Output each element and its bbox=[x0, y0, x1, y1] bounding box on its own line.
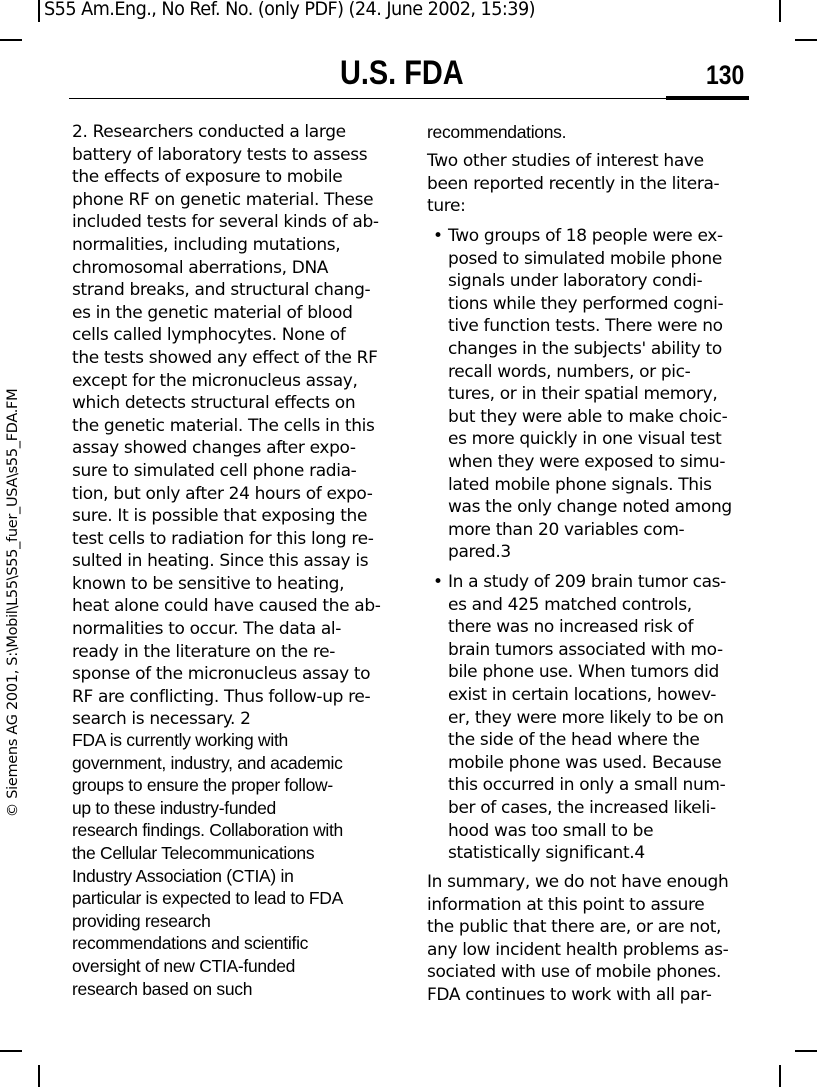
left-paragraph-1 bbox=[72, 121, 381, 731]
text-line: sociated with use of mobile phones. bbox=[427, 962, 722, 983]
text-line: recommendations and scientific bbox=[72, 933, 309, 954]
text-line: pared.3 bbox=[448, 542, 511, 563]
crop-mark bbox=[38, 0, 40, 22]
text-line: hood was too small to be bbox=[448, 820, 654, 841]
text-line: research findings. Collaboration with bbox=[72, 820, 343, 841]
text-line: tures, or in their spatial memory, bbox=[448, 384, 718, 405]
text-line: ready in the literature on the re- bbox=[72, 641, 336, 662]
text-line: test cells to radiation for this long re- bbox=[72, 528, 374, 549]
text-line: es more quickly in one visual test bbox=[448, 429, 722, 450]
text-line: the Cellular Telecommunications bbox=[72, 842, 315, 863]
text-line: tion, but only after 24 hours of expo- bbox=[72, 483, 373, 504]
text-line: statistically significant.4 bbox=[448, 843, 645, 864]
text-line: was the only change noted among bbox=[448, 497, 732, 518]
text-line: In a study of 209 brain tumor cas- bbox=[448, 572, 726, 592]
text-line: government, industry, and academic bbox=[72, 752, 343, 773]
crop-mark bbox=[779, 1065, 781, 1087]
text-line: strand breaks, and structural chang- bbox=[72, 280, 371, 301]
text-line: particular is expected to lead to FDA bbox=[72, 888, 343, 909]
text-line: cells called lymphocytes. None of bbox=[72, 325, 346, 346]
text-line: oversight of new CTIA-funded bbox=[72, 955, 296, 976]
text-line: assay showed changes after expo- bbox=[72, 438, 356, 459]
text-line: 2. Researchers conducted a large bbox=[72, 122, 346, 142]
text-line: phone RF on genetic material. These bbox=[72, 189, 374, 210]
text-line: sure to simulated cell phone radia- bbox=[72, 460, 357, 481]
right-paragraph-summary bbox=[427, 871, 728, 1007]
text-line: FDA continues to work with all par- bbox=[427, 984, 712, 1005]
text-line: any low incident health problems as- bbox=[427, 939, 729, 960]
text-line: lated mobile phone signals. This bbox=[448, 474, 712, 495]
text-line: changes in the subjects' ability to bbox=[448, 338, 722, 359]
bullet-icon: • bbox=[433, 226, 443, 246]
page-number-rule bbox=[666, 96, 749, 100]
right-paragraph-intro bbox=[427, 150, 719, 218]
bullet-item-2 bbox=[433, 571, 726, 865]
text-line: the effects of exposure to mobile bbox=[72, 167, 343, 188]
text-line: sure. It is possible that exposing the bbox=[72, 506, 368, 527]
text-line: Two other studies of interest have bbox=[427, 151, 704, 171]
text-line: tions while they performed cogni- bbox=[448, 293, 724, 314]
right-paragraph-continuation bbox=[427, 121, 566, 144]
text-line: the public that there are, or are not, bbox=[427, 917, 722, 938]
text-line: tive function tests. There were no bbox=[448, 316, 723, 337]
text-line: In summary, we do not have enough bbox=[427, 872, 729, 892]
text-line: RF are conflicting. Thus follow-up re- bbox=[72, 686, 371, 707]
crop-mark bbox=[0, 1050, 22, 1052]
crop-mark bbox=[0, 39, 22, 41]
text-line: research based on such bbox=[72, 978, 253, 999]
text-line: battery of laboratory tests to assess bbox=[72, 144, 368, 165]
text-line: posed to simulated mobile phone bbox=[448, 248, 722, 269]
text-line: ture: bbox=[427, 196, 466, 217]
text-line: groups to ensure the proper follow- bbox=[72, 775, 333, 796]
text-line: exist in certain locations, howev- bbox=[448, 684, 717, 705]
text-line: sponse of the micronucleus assay to bbox=[72, 664, 371, 685]
crop-mark bbox=[779, 0, 781, 22]
text-line: when they were exposed to simu- bbox=[448, 451, 726, 472]
side-copyright-note: © Siemens AG 2001, S:\Mobil\L55\S55_fuer_USA\s55_FDA.FM bbox=[5, 388, 21, 818]
text-line: mobile phone was used. Because bbox=[448, 752, 722, 773]
text-line: normalities, including mutations, bbox=[72, 234, 341, 255]
text-line: the side of the head where the bbox=[448, 730, 700, 751]
text-line: ber of cases, the increased likeli- bbox=[448, 797, 716, 818]
text-line: included tests for several kinds of ab- bbox=[72, 212, 379, 233]
bullet-icon: • bbox=[433, 572, 443, 592]
text-line: es in the genetic material of blood bbox=[72, 302, 353, 323]
text-line: which detects structural effects on bbox=[72, 393, 356, 414]
crop-mark bbox=[38, 1065, 40, 1087]
text-line: brain tumors associated with mo- bbox=[448, 639, 723, 660]
text-line: recommendations. bbox=[427, 122, 567, 142]
text-line: chromosomal aberrations, DNA bbox=[72, 257, 329, 278]
text-line: information at this point to assure bbox=[427, 894, 705, 915]
text-line: sulted in heating. Since this assay is bbox=[72, 551, 369, 572]
crop-mark bbox=[795, 1050, 817, 1052]
text-line: Industry Association (CTIA) in bbox=[72, 865, 294, 886]
text-line: signals under laboratory condi- bbox=[448, 271, 703, 292]
text-line: FDA is currently working with bbox=[72, 730, 288, 750]
text-line: es and 425 matched controls, bbox=[448, 594, 692, 615]
text-line: the genetic material. The cells in this bbox=[72, 415, 375, 436]
text-line: known to be sensitive to heating, bbox=[72, 573, 345, 594]
text-line: there was no increased risk of bbox=[448, 617, 694, 638]
text-line: er, they were more likely to be on bbox=[448, 707, 724, 728]
text-line: but they were able to make choic- bbox=[448, 406, 728, 427]
text-line: normalities to occur. The data al- bbox=[72, 619, 342, 640]
page-title: U.S. FDA bbox=[340, 54, 464, 92]
text-line: providing research bbox=[72, 910, 211, 931]
page-number: 130 bbox=[706, 60, 745, 90]
run-info-header: S55 Am.Eng., No Ref. No. (only PDF) (24. June 2002, 15:39) bbox=[44, 0, 535, 20]
bullet-item-1 bbox=[433, 225, 732, 564]
text-line: more than 20 variables com- bbox=[448, 519, 685, 540]
text-line: up to these industry-funded bbox=[72, 797, 276, 818]
text-line: Two groups of 18 people were ex- bbox=[448, 226, 723, 246]
header-rule bbox=[69, 98, 749, 99]
text-line: been reported recently in the litera- bbox=[427, 173, 720, 194]
left-paragraph-2 bbox=[72, 729, 343, 1000]
text-line: recall words, numbers, or pic- bbox=[448, 361, 691, 382]
text-line: this occurred in only a small num- bbox=[448, 775, 726, 796]
text-line: search is necessary. 2 bbox=[72, 709, 251, 730]
crop-mark bbox=[795, 39, 817, 41]
text-line: heat alone could have caused the ab- bbox=[72, 596, 381, 617]
text-line: bile phone use. When tumors did bbox=[448, 662, 719, 683]
text-line: except for the micronucleus assay, bbox=[72, 370, 358, 391]
text-line: the tests showed any effect of the RF bbox=[72, 347, 378, 368]
